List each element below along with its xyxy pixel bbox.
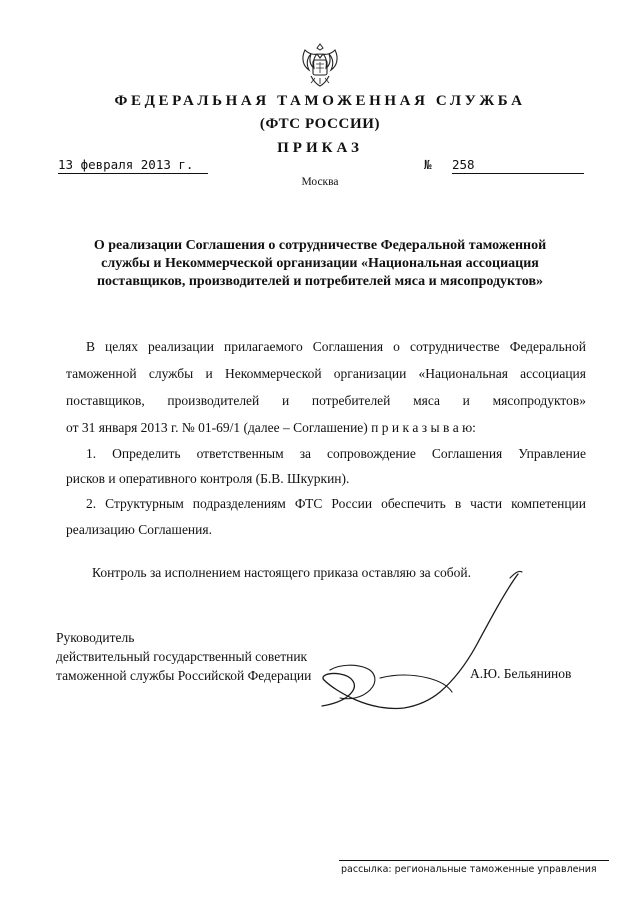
intro-line: В целях реализации прилагаемого Соглашения о сотрудничестве Федеральной <box>86 339 586 354</box>
intro-line: таможенной службы и Некоммерческой организации «Национальная ассоциация <box>66 366 586 381</box>
item-2-line: 2. Структурным подразделениям ФТС России обеспечить в части компетенции <box>86 496 586 511</box>
position-line: действительный государственный советник <box>56 649 308 664</box>
document-number-label: № <box>424 157 432 172</box>
document-number: 258 <box>452 157 584 174</box>
document-date: 13 февраля 2013 г. <box>58 157 208 174</box>
title-line: службы и Некоммерческой организации «Национальная ассоциация <box>101 256 539 271</box>
control-statement: Контроль за исполнением настоящего приказа оставляю за собой. <box>92 565 471 580</box>
position-line: таможенной службы Российской Федерации <box>56 668 312 683</box>
state-emblem-icon <box>297 40 343 88</box>
position-line: Руководитель <box>56 630 135 645</box>
signatory-position <box>56 628 311 685</box>
distribution-divider <box>339 860 609 861</box>
item-1-line: рисков и оперативного контроля (Б.В. Шкуркин). <box>66 471 350 486</box>
title-line: О реализации Соглашения о сотрудничестве Федеральной таможенной <box>93 238 547 253</box>
signatory-name: А.Ю. Бельянинов <box>470 666 572 681</box>
title-line: поставщиков, производителей и потребителей мяса и мясопродуктов» <box>96 274 544 289</box>
intro-line: от 31 января 2013 г. № 01-69/1 (далее – Соглашение) п р и к а з ы в а ю: <box>66 420 476 435</box>
intro-line: поставщиков, производителей и потребителей мяса и мясопродуктов» <box>66 393 586 408</box>
handwritten-signature <box>300 560 540 730</box>
document-title <box>64 237 576 291</box>
agency-short-name: (ФТС РОССИИ) <box>259 116 381 132</box>
agency-name: ФЕДЕРАЛЬНАЯ ТАМОЖЕННАЯ СЛУЖБА <box>114 93 526 109</box>
distribution-note: рассылка: региональные таможенные управления <box>341 864 597 875</box>
document-type: ПРИКАЗ <box>277 140 363 156</box>
item-2-line: реализацию Соглашения. <box>66 522 212 537</box>
document-city: Москва <box>301 176 339 188</box>
item-1-line: 1. Определить ответственным за сопровождение Соглашения Управление <box>86 446 586 461</box>
